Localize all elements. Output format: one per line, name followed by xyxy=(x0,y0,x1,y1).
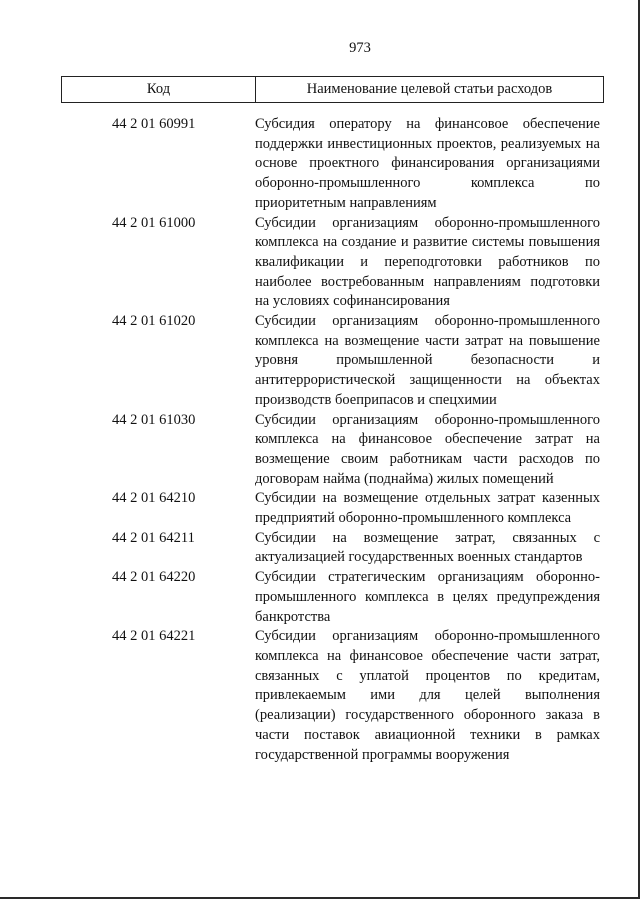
column-header-code: Код xyxy=(62,77,256,102)
row-code: 44 2 01 61030 xyxy=(112,411,196,428)
row-code: 44 2 01 64221 xyxy=(112,628,196,645)
row-name: Субсидии организациям оборонно-промышленного комплекса на создание и развитие системы повышения квалификации и переподготовки работников по наиболее востребованным направлениям подготовки на условиях софинансирования xyxy=(255,214,600,310)
expense-items-list xyxy=(0,115,640,765)
row-code: 44 2 01 64220 xyxy=(112,569,196,586)
table-row xyxy=(0,489,640,528)
row-code: 44 2 01 61000 xyxy=(112,214,196,231)
row-name: Субсидии организациям оборонно-промышленного комплекса на возмещение части затрат на повышение уровня промышленной безопасности и антитеррористической защищенности на объектах производств боеприпасов и спецхимии xyxy=(255,313,600,408)
row-name: Субсидии организациям оборонно-промышленного комплекса на финансовое обеспечение части затрат, связанных с уплатой процентов по кредитам, привлекаемым ими для целей выполнения (реализации) государственного оборонного заказа в части поставок авиационной техники в рамках государственной программы вооружения xyxy=(255,628,600,763)
row-code: 44 2 01 60991 xyxy=(112,116,196,132)
row-name: Субсидии стратегическим организациям оборонно-промышленного комплекса в целях предупреждения банкротства xyxy=(255,569,600,625)
row-name: Субсидии организациям оборонно-промышленного комплекса на финансовое обеспечение затрат на возмещение своим работникам части расходов по договорам найма (поднайма) жилых помещений xyxy=(255,411,600,487)
row-name: Субсидия оператору на финансовое обеспечение поддержки инвестиционных проектов, реализуемых на основе проектного финансирования организациями оборонно-промышленного комплекса по приоритетным направлениям xyxy=(255,116,600,211)
table-row xyxy=(0,312,640,411)
table-row xyxy=(0,627,640,765)
table-row xyxy=(0,411,640,490)
row-name: Субсидии на возмещение затрат, связанных с актуализацией государственных военных стандартов xyxy=(255,529,600,566)
table-row xyxy=(0,529,640,568)
row-code: 44 2 01 61020 xyxy=(112,313,196,330)
row-code: 44 2 01 64211 xyxy=(112,529,195,546)
table-row xyxy=(0,115,640,214)
row-code: 44 2 01 64210 xyxy=(112,490,196,507)
table-row xyxy=(0,214,640,313)
page-number: 973 xyxy=(349,40,371,56)
row-name: Субсидии на возмещение отдельных затрат казенных предприятий оборонно-промышленного комплекса xyxy=(255,490,600,527)
table-header xyxy=(61,76,604,103)
table-row xyxy=(0,568,640,627)
column-header-name: Наименование целевой статьи расходов xyxy=(306,81,553,97)
